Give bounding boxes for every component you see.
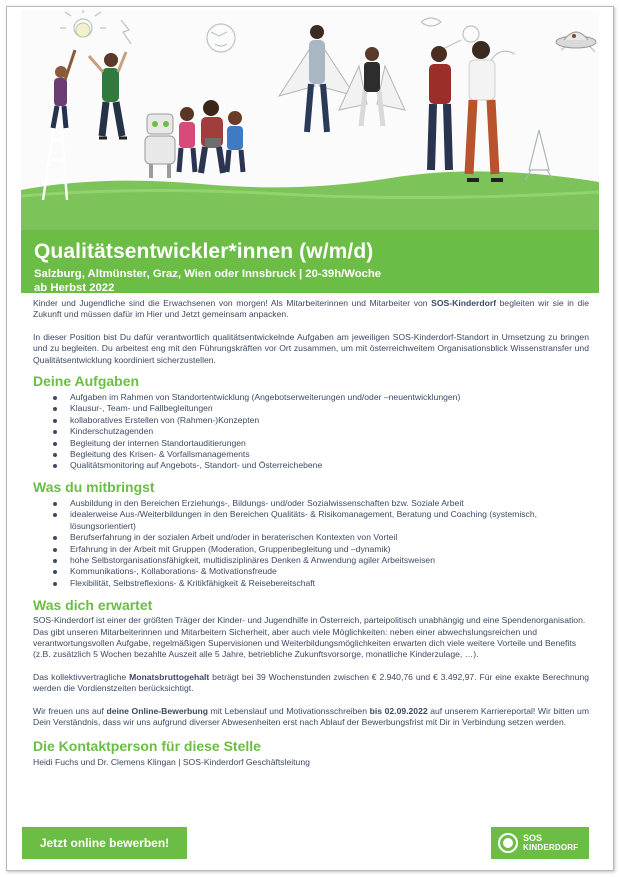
application-paragraph [33,706,589,729]
apply-online-button[interactable]: Jetzt online bewerben! [22,827,187,859]
job-description [33,298,589,769]
salary-term: Monatsbruttogehalt [129,671,210,682]
application-deadline: bis 02.09.2022 [369,705,428,716]
logo-line-1: SOS [523,833,543,843]
list-item: Kommunikations-, Kollaborations- & Motivationsfreude [53,566,589,577]
contact-text: Heidi Fuchs und Dr. Clemens Klingan | SOS-Kinderdorf Geschäftsleitung [33,757,310,768]
tasks-list [53,392,589,472]
sos-kinderdorf-logo[interactable] [491,827,589,859]
list-item: hohe Selbstorganisationsfähigkeit, multidisziplinäres Denken & Anwendung agiler Arbeitsweisen [53,555,589,566]
requirements-list [53,498,589,589]
intro-paragraph [33,298,589,321]
list-item: Erfahrung in der Arbeit mit Gruppen (Moderation, Gruppenbegleitung und –dynamik) [53,544,589,555]
list-item: kollaboratives Erstellen von (Rahmen-)Konzepten [53,415,589,426]
logo-wordmark [523,833,578,853]
application-method: deine Online-Bewerbung [106,705,208,716]
list-item: Kinderschutzagenden [53,426,589,437]
logo-emblem-icon [498,833,518,853]
application-text-mid: mit Lebenslauf und Motivationsschreiben [207,705,370,716]
job-start-date: ab Herbst 2022 [34,282,115,293]
job-locations: Salzburg, Altmünster, Graz, Wien oder Innsbruck | 20-39h/Woche [34,268,382,280]
list-item: Begleitung des Krisen- & Vorfallsmanagements [53,449,589,460]
logo-line-2: KINDERDORF [523,843,579,852]
children-group [179,100,243,173]
hero-banner [21,10,599,293]
intro-text-end: begleiten wir sie in die Zukunft und müssen dafür im Hier und Jetzt gemeinsam anpacken. [33,298,589,320]
list-item: Ausbildung in den Bereichen Erziehungs-, Bildungs- und/oder Sozialwissenschaften bzw. Soziale Arbeit [53,498,589,509]
chalk-doodles [60,10,595,60]
salary-text-end: beträgt bei 39 Wochenstunden zwischen € 2.940,76 und € 3.492,97. Für eine exakte Berechnung werden die Vordienstzeiten berücksichtigt. [33,671,589,694]
salary-text: Das kollektivvertragliche [33,671,130,682]
adults-right [429,41,503,180]
rocket-doodle [525,130,553,180]
child-on-ladder [53,50,75,128]
list-item: Qualitätsmonitoring auf Angebots-, Standort- und Österreichebene [53,460,589,471]
contact-heading: Die Kontaktperson für diese Stelle [33,738,261,755]
girl-with-wings [279,25,355,132]
list-item: Berufserfahrung in der sozialen Arbeit und/oder in beraterischen Kontexten von Vorteil [53,532,589,543]
list-item: Aufgaben im Rahmen von Standortentwicklung (Angebotserweiterungen und/oder –neuentwicklungen) [53,392,589,403]
title-band [21,230,599,293]
offer-heading: Was dich erwartet [33,597,153,614]
salary-paragraph [33,672,589,695]
list-item: Klausur-, Team- und Fallbegleitungen [53,403,589,414]
list-item: Begleitung der internen Standortauditierungen [53,438,589,449]
offer-paragraph: SOS-Kinderdorf ist einer der größten Träger der Kinder- und Jugendhilfe in Österreich, parteipolitisch unabhängig und eine Spendenorganisation. Das gibt unseren Mitarbeiterinnen und Mitarbeitern Sicherheit, aber auch viele Möglichkeiten: neben einer abwechslungsreichen und verantwortungsvollen Aufgabe, regelmäßigen Supervisionen und Weiterbildungsmöglichkeiten erwarten dich viele weitere Vorteile und Benefits (z.B. zusätzlich 5 Wochen bezahlte Auszeit alle 5 Jahre, betriebliche Zukunftsvorsorge, monatliche Kinderzulage, …). [33,615,586,660]
application-text-end: auf unserem Karriereportal! Wir bitten um Dein Verständnis, dass wir uns aufgrund diverser Abwesenheiten erst nach Ablauf der Bewerbungsfrist mit Dir in Verbindung setzen werden. [33,705,589,727]
man-jumping [89,52,127,138]
robot-doodle [145,114,175,178]
ufo-doodle [556,32,596,48]
list-item: Flexibilität, Selbstreflexions- & Kritikfähigkeit & Reisebereitschaft [53,578,589,589]
lightbulb-doodle [76,23,90,37]
intro-text: Kinder und Jugendliche sind die Erwachsenen von morgen! Als Mitarbeiterinnen und Mitarbeiter von [33,298,432,308]
position-paragraph: In dieser Position bist Du dafür verantwortlich qualitätsentwickelnde Aufgaben am jeweiligen SOS-Kinderdorf-Standort in Umsetzung zu bringen und zu begleiten. Du arbeitest eng mit den Führungskräften vor Ort zusammen, um mit österreichweitem Organisationsblick Wissenstransfer und Qualitätsentwicklung koordiniert sicherzustellen. [33,331,589,365]
application-text: Wir freuen uns auf [33,705,107,716]
job-title: Qualitätsentwickler*innen (w/m/d) [34,240,374,263]
tasks-heading: Deine Aufgaben [33,373,140,390]
requirements-heading: Was du mitbringst [33,478,155,495]
list-item: idealerweise Aus-/Weiterbildungen in den Bereichen Qualitäts- & Risikomanagement, Beratung und Coaching (systemisch, lösungsorientiert) [53,509,589,532]
org-name: SOS-Kinderdorf [431,298,497,308]
